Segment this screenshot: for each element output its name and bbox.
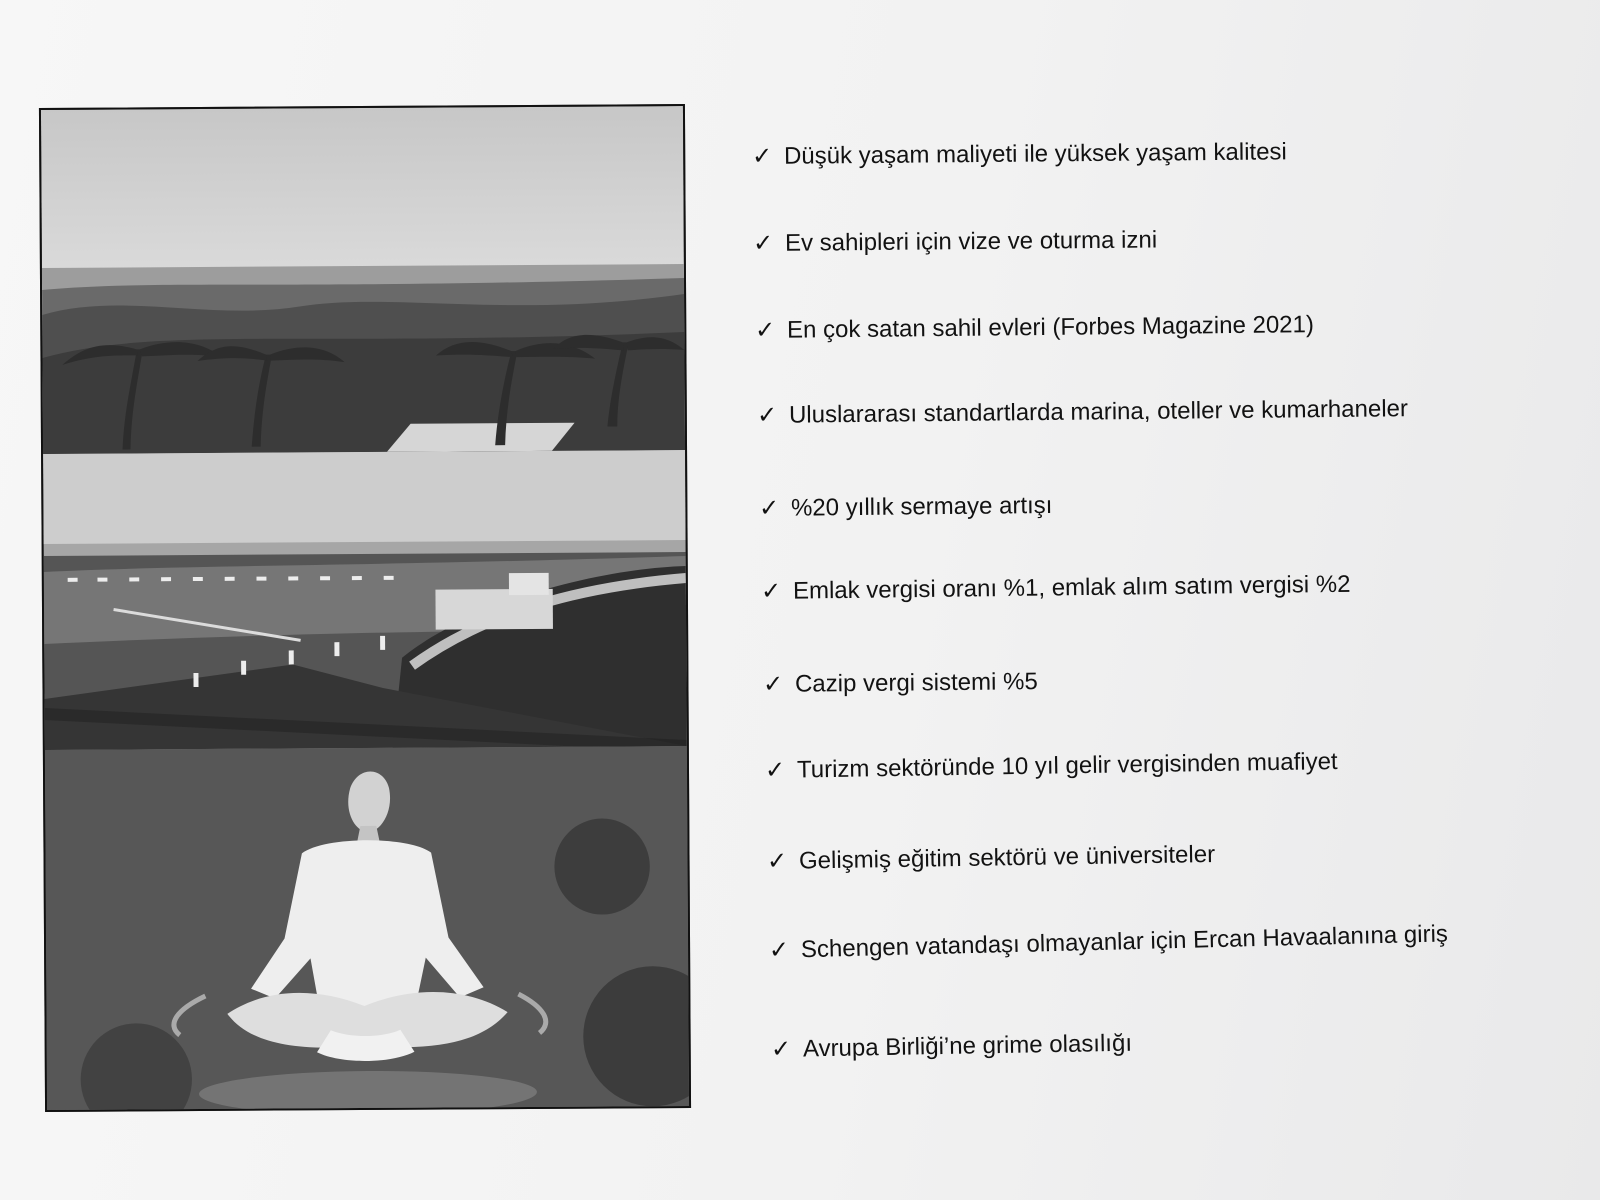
- check-icon: ✓: [758, 494, 780, 522]
- check-icon: ✓: [766, 847, 788, 875]
- benefit-text-2: Ev sahipleri için vize ve oturma izni: [784, 226, 1158, 257]
- benefit-text-10: Schengen vatandaşı olmayanlar için Ercan Havaalanına giriş: [800, 920, 1449, 964]
- benefit-item-11: [771, 1029, 1132, 1064]
- check-icon: ✓: [752, 229, 774, 257]
- check-icon: ✓: [768, 936, 790, 964]
- benefit-item-3: [755, 310, 1314, 345]
- benefit-text-6: Emlak vergisi oranı %1, emlak alım satım vergisi %2: [792, 570, 1351, 605]
- check-icon: ✓: [756, 401, 778, 429]
- benefit-text-7: Cazip vergi sistemi %5: [794, 668, 1038, 698]
- benefit-text-1: Düşük yaşam maliyeti ile yüksek yaşam kalitesi: [783, 138, 1287, 170]
- benefit-text-11: Avrupa Birliği’ne grime olasılığı: [802, 1029, 1133, 1063]
- benefit-item-9: [767, 840, 1216, 876]
- check-icon: ✓: [764, 756, 786, 784]
- benefit-text-4: Uluslararası standartlarda marina, oteller ve kumarhaneler: [788, 395, 1409, 429]
- benefit-item-7: [763, 667, 1038, 699]
- benefit-item-1: [752, 137, 1287, 171]
- benefit-item-10: [769, 919, 1449, 965]
- check-icon: ✓: [770, 1035, 792, 1063]
- benefit-text-9: Gelişmiş eğitim sektörü ve üniversiteler: [798, 840, 1216, 875]
- benefit-item-5: [759, 491, 1053, 523]
- benefit-item-8: [765, 747, 1338, 785]
- check-icon: ✓: [751, 142, 773, 170]
- benefit-item-4: [757, 394, 1408, 430]
- benefit-text-3: En çok satan sahil evleri (Forbes Magazine 2021): [786, 311, 1315, 344]
- benefit-item-6: [761, 570, 1351, 606]
- check-icon: ✓: [754, 316, 776, 344]
- benefit-text-5: %20 yıllık sermaye artışı: [790, 491, 1053, 522]
- benefit-item-2: [753, 225, 1157, 258]
- check-icon: ✓: [760, 577, 782, 605]
- check-icon: ✓: [762, 670, 784, 698]
- benefit-text-8: Turizm sektöründe 10 yıl gelir vergisinden muafiyet: [796, 748, 1338, 784]
